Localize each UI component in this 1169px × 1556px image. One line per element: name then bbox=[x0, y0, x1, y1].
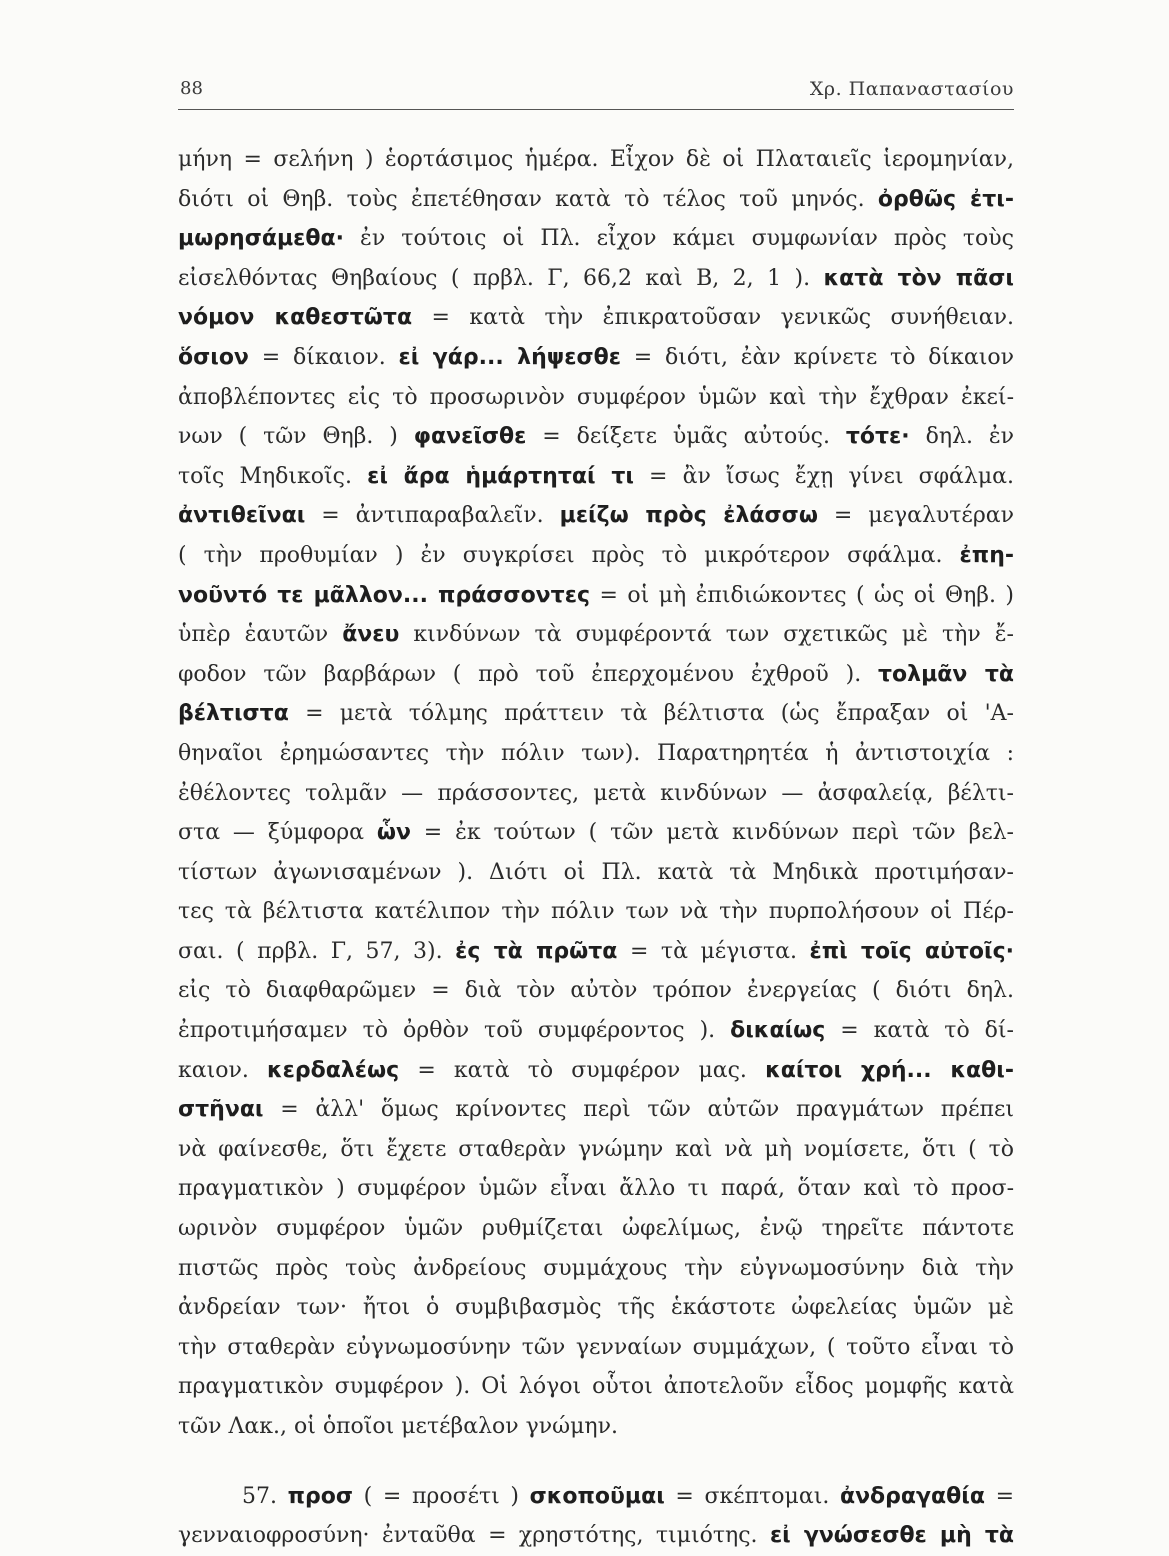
gloss-text: = μετὰ τόλμης πράττειν τὰ βέλτιστα (ὡς ἔπραξαν οἱ 'Α- bbox=[288, 701, 1014, 727]
lemma: μείζω πρὸς ἐλάσσω bbox=[559, 503, 818, 529]
gloss-text: δηλ. ἐν bbox=[909, 424, 1014, 450]
text-line bbox=[178, 892, 1014, 932]
gloss-text: ( τὴν προθυμίαν ) ἐν συγκρίσει πρὸς τὸ μικρότερον σφάλμα. bbox=[178, 542, 960, 568]
lemma: ἀνδραγαθία bbox=[839, 1483, 985, 1509]
text-line bbox=[178, 932, 1014, 972]
text-line bbox=[178, 655, 1014, 695]
lemma: ἀντιθεῖναι bbox=[178, 503, 306, 529]
gloss-text: ἐν τούτοις οἱ Πλ. εἶχον κάμει συμφωνίαν πρὸς τοὺς bbox=[344, 226, 1014, 252]
lemma: ὧν bbox=[376, 820, 411, 846]
lemma: εἰ ἄρα ἡμάρτηταί τι bbox=[367, 463, 634, 489]
lemma: καίτοι χρή... καθι- bbox=[765, 1057, 1014, 1083]
gloss-text: πραγματικὸν συμφέρον ). Οἱ λόγοι οὗτοι ἀποτελοῦν εἶδος μομφῆς κατὰ bbox=[178, 1374, 1014, 1400]
gloss-text: = οἱ μὴ ἐπιδιώκοντες ( ὡς οἱ Θηβ. ) bbox=[590, 582, 1014, 608]
gloss-text: τὴν σταθερὰν εὐγνωμοσύνην τῶν γενναίων συμμάχων, ( τοῦτο εἶναι τὸ bbox=[178, 1334, 1014, 1360]
gloss-text: γενναιοφροσύνη· ἐνταῦθα = χρηστότης, τιμιότης. bbox=[178, 1523, 770, 1549]
lemma: εἰ γάρ... λήψεσθε bbox=[398, 344, 621, 370]
gloss-text: = ἀλλ' ὅμως κρίνοντες περὶ τῶν αὐτῶν πραγμάτων πρέπει bbox=[263, 1097, 1014, 1123]
text-line bbox=[178, 1249, 1014, 1289]
text-line bbox=[178, 1407, 1014, 1447]
lemma: ὅσιον bbox=[178, 344, 249, 370]
text-line bbox=[178, 378, 1014, 418]
text-line bbox=[178, 536, 1014, 576]
text-line bbox=[178, 576, 1014, 616]
text-line bbox=[178, 1169, 1014, 1209]
text-line bbox=[178, 338, 1014, 378]
gloss-text: πιστῶς πρὸς τοὺς ἀνδρείους συμμάχους τὴν εὐγνωμοσύνην διὰ τὴν bbox=[178, 1255, 1014, 1281]
text-line bbox=[178, 971, 1014, 1011]
gloss-text: κινδύνων τὰ συμφέροντά των σχετικῶς μὲ τὴν ἔ- bbox=[399, 622, 1014, 648]
text-line bbox=[178, 774, 1014, 814]
lemma: ὀρθῶς ἐτι- bbox=[877, 186, 1014, 212]
gloss-text: = bbox=[984, 1483, 1014, 1509]
gloss-text: τίστων ἀγωνισαμένων ). Διότι οἱ Πλ. κατὰ τὰ Μηδικὰ προτιμήσαν- bbox=[178, 859, 1014, 885]
gloss-text: τες τὰ βέλτιστα κατέλιπον τὴν πόλιν των νὰ τὴν πυρπολήσουν οἱ Πέρ- bbox=[178, 899, 1014, 925]
lemma: τότε· bbox=[845, 424, 910, 450]
lemma: κερδαλέως bbox=[267, 1057, 400, 1083]
gloss-text: = κατὰ τὴν ἐπικρατοῦσαν γενικῶς συνήθειαν. bbox=[412, 305, 1014, 331]
gloss-text: διότι οἱ Θηβ. τοὺς ἐπετέθησαν κατὰ τὸ τέλος τοῦ μηνός. bbox=[178, 186, 878, 212]
lemma: ἐς τὰ πρῶτα bbox=[455, 938, 618, 964]
text-line bbox=[178, 219, 1014, 259]
gloss-text: = δείξετε ὑμᾶς αὐτούς. bbox=[526, 424, 846, 450]
gloss-text: ὑπὲρ ἑαυτῶν bbox=[178, 622, 343, 648]
text-line bbox=[178, 1288, 1014, 1328]
text-line bbox=[178, 734, 1014, 774]
gloss-text: ἀποβλέποντες εἰς τὸ προσωρινὸν συμφέρον ὑμῶν καὶ τὴν ἔχθραν ἐκεί- bbox=[178, 384, 1014, 410]
gloss-text: = ἐκ τούτων ( τῶν μετὰ κινδύνων περὶ τῶν βελ- bbox=[410, 820, 1014, 846]
gloss-text: στα — ξύμφορα bbox=[178, 820, 377, 846]
lemma: προσ bbox=[287, 1483, 354, 1509]
gloss-text: φοδον τῶν βαρβάρων ( πρὸ τοῦ ἐπερχομένου ἐχθροῦ ). bbox=[178, 661, 878, 687]
text-line bbox=[178, 853, 1014, 893]
text-line bbox=[178, 298, 1014, 338]
gloss-text: 57. bbox=[242, 1483, 288, 1509]
lemma: σκοποῦμαι bbox=[529, 1483, 665, 1509]
gloss-text: = διότι, ἐὰν κρίνετε τὸ δίκαιον bbox=[620, 344, 1014, 370]
lemma: ἄνευ bbox=[342, 622, 400, 648]
text-line bbox=[178, 180, 1014, 220]
gloss-text: ἀνδρείαν των· ἤτοι ὁ συμβιβασμὸς τῆς ἑκάστοτε ὠφελείας ὑμῶν μὲ bbox=[178, 1295, 1014, 1321]
text-line bbox=[178, 694, 1014, 734]
gloss-text: ( = προσέτι ) bbox=[353, 1483, 530, 1509]
gloss-text: νὰ φαίνεσθε, ὅτι ἔχετε σταθερὰν γνώμην καὶ νὰ μὴ νομίσετε, ὅτι ( τὸ bbox=[178, 1136, 1014, 1162]
gloss-text: σαι. ( πρβλ. Γ, 57, 3). bbox=[178, 938, 456, 964]
lemma: ἐπη- bbox=[959, 542, 1014, 568]
gloss-text: = δίκαιον. bbox=[248, 344, 399, 370]
gloss-text: τοῖς Μηδικοῖς. bbox=[178, 463, 368, 489]
page-number: 88 bbox=[180, 78, 203, 99]
gloss-text: ἐθέλοντες τολμᾶν — πράσσοντες, μετὰ κινδύνων — ἀσφαλείᾳ, βέλτι- bbox=[178, 780, 1014, 806]
lemma: δικαίως bbox=[730, 1018, 826, 1044]
gloss-text: πραγματικὸν ) συμφέρον ὑμῶν εἶναι ἄλλο τι παρά, ὅταν καὶ τὸ προσ- bbox=[178, 1176, 1014, 1202]
commentary-text bbox=[178, 140, 1014, 1556]
text-line bbox=[178, 1090, 1014, 1130]
gloss-text: νων ( τῶν Θηβ. ) bbox=[178, 424, 414, 450]
running-head: Χρ. Παπαναστασίου bbox=[809, 78, 1014, 100]
lemma: τολμᾶν τὰ bbox=[878, 661, 1014, 687]
gloss-text: = ἂν ἴσως ἔχῃ γίνει σφάλμα. bbox=[633, 463, 1014, 489]
lemma: ἐπὶ τοῖς αὐτοῖς· bbox=[809, 938, 1014, 964]
text-line bbox=[178, 259, 1014, 299]
page-header bbox=[178, 74, 1014, 104]
lemma: εἰ γνώσεσθε μὴ τὰ bbox=[769, 1523, 1014, 1549]
gloss-text: θηναῖοι ἐρημώσαντες τὴν πόλιν των). Παρατηρητέα ἡ ἀντιστοιχία : bbox=[178, 740, 1014, 766]
gloss-text: καιον. bbox=[178, 1057, 267, 1083]
gloss-text: = ἀντιπαραβαλεῖν. bbox=[305, 503, 560, 529]
gloss-text: εἰς τὸ διαφθαρῶμεν = διὰ τὸν αὐτὸν τρόπον ἐνεργείας ( διότι δηλ. bbox=[178, 978, 1014, 1004]
text-line bbox=[178, 1011, 1014, 1051]
lemma: νοῦντό τε μᾶλλον... πράσσοντες bbox=[178, 582, 590, 608]
text-line bbox=[178, 813, 1014, 853]
gloss-text: = κατὰ τὸ δί- bbox=[825, 1018, 1014, 1044]
text-line bbox=[178, 1130, 1014, 1170]
header-rule bbox=[178, 109, 1014, 110]
text-line bbox=[178, 457, 1014, 497]
text-line bbox=[178, 615, 1014, 655]
gloss-text: εἰσελθόντας Θηβαίους ( πρβλ. Γ, 66,2 καὶ Β, 2, 1 ). bbox=[178, 265, 824, 291]
text-line bbox=[178, 1516, 1014, 1556]
lemma: στῆναι bbox=[178, 1097, 264, 1123]
gloss-text: = κατὰ τὸ συμφέρον μας. bbox=[399, 1057, 766, 1083]
text-line bbox=[178, 1367, 1014, 1407]
gloss-text: = μεγαλυτέραν bbox=[817, 503, 1014, 529]
text-line bbox=[178, 496, 1014, 536]
lemma: νόμον καθεστῶτα bbox=[178, 305, 413, 331]
paragraph-gap bbox=[178, 1447, 1014, 1477]
text-line bbox=[178, 417, 1014, 457]
gloss-text: ἐπροτιμήσαμεν τὸ ὀρθὸν τοῦ συμφέροντος ). bbox=[178, 1018, 731, 1044]
gloss-text: μήνη = σελήνη ) ἑορτάσιμος ἡμέρα. Εἶχον δὲ οἱ Πλαταιεῖς ἱερομηνίαν, bbox=[178, 147, 1014, 172]
text-line bbox=[178, 140, 1014, 180]
text-line bbox=[178, 1328, 1014, 1368]
lemma: βέλτιστα bbox=[178, 701, 289, 727]
text-line bbox=[178, 1477, 1014, 1517]
lemma: κατὰ τὸν πᾶσι bbox=[823, 265, 1014, 291]
gloss-text: = τὰ μέγιστα. bbox=[617, 938, 810, 964]
text-line bbox=[178, 1209, 1014, 1249]
text-line bbox=[178, 1051, 1014, 1091]
gloss-text: τῶν Λακ., οἱ ὁποῖοι μετέβαλον γνώμην. bbox=[178, 1414, 618, 1439]
gloss-text: ωρινὸν συμφέρον ὑμῶν ρυθμίζεται ὠφελίμως, ἐνῷ τηρεῖτε πάντοτε bbox=[178, 1216, 1014, 1242]
lemma: φανεῖσθε bbox=[413, 424, 527, 450]
lemma: μωρησάμεθα· bbox=[178, 226, 344, 252]
gloss-text: = σκέπτομαι. bbox=[664, 1483, 840, 1509]
